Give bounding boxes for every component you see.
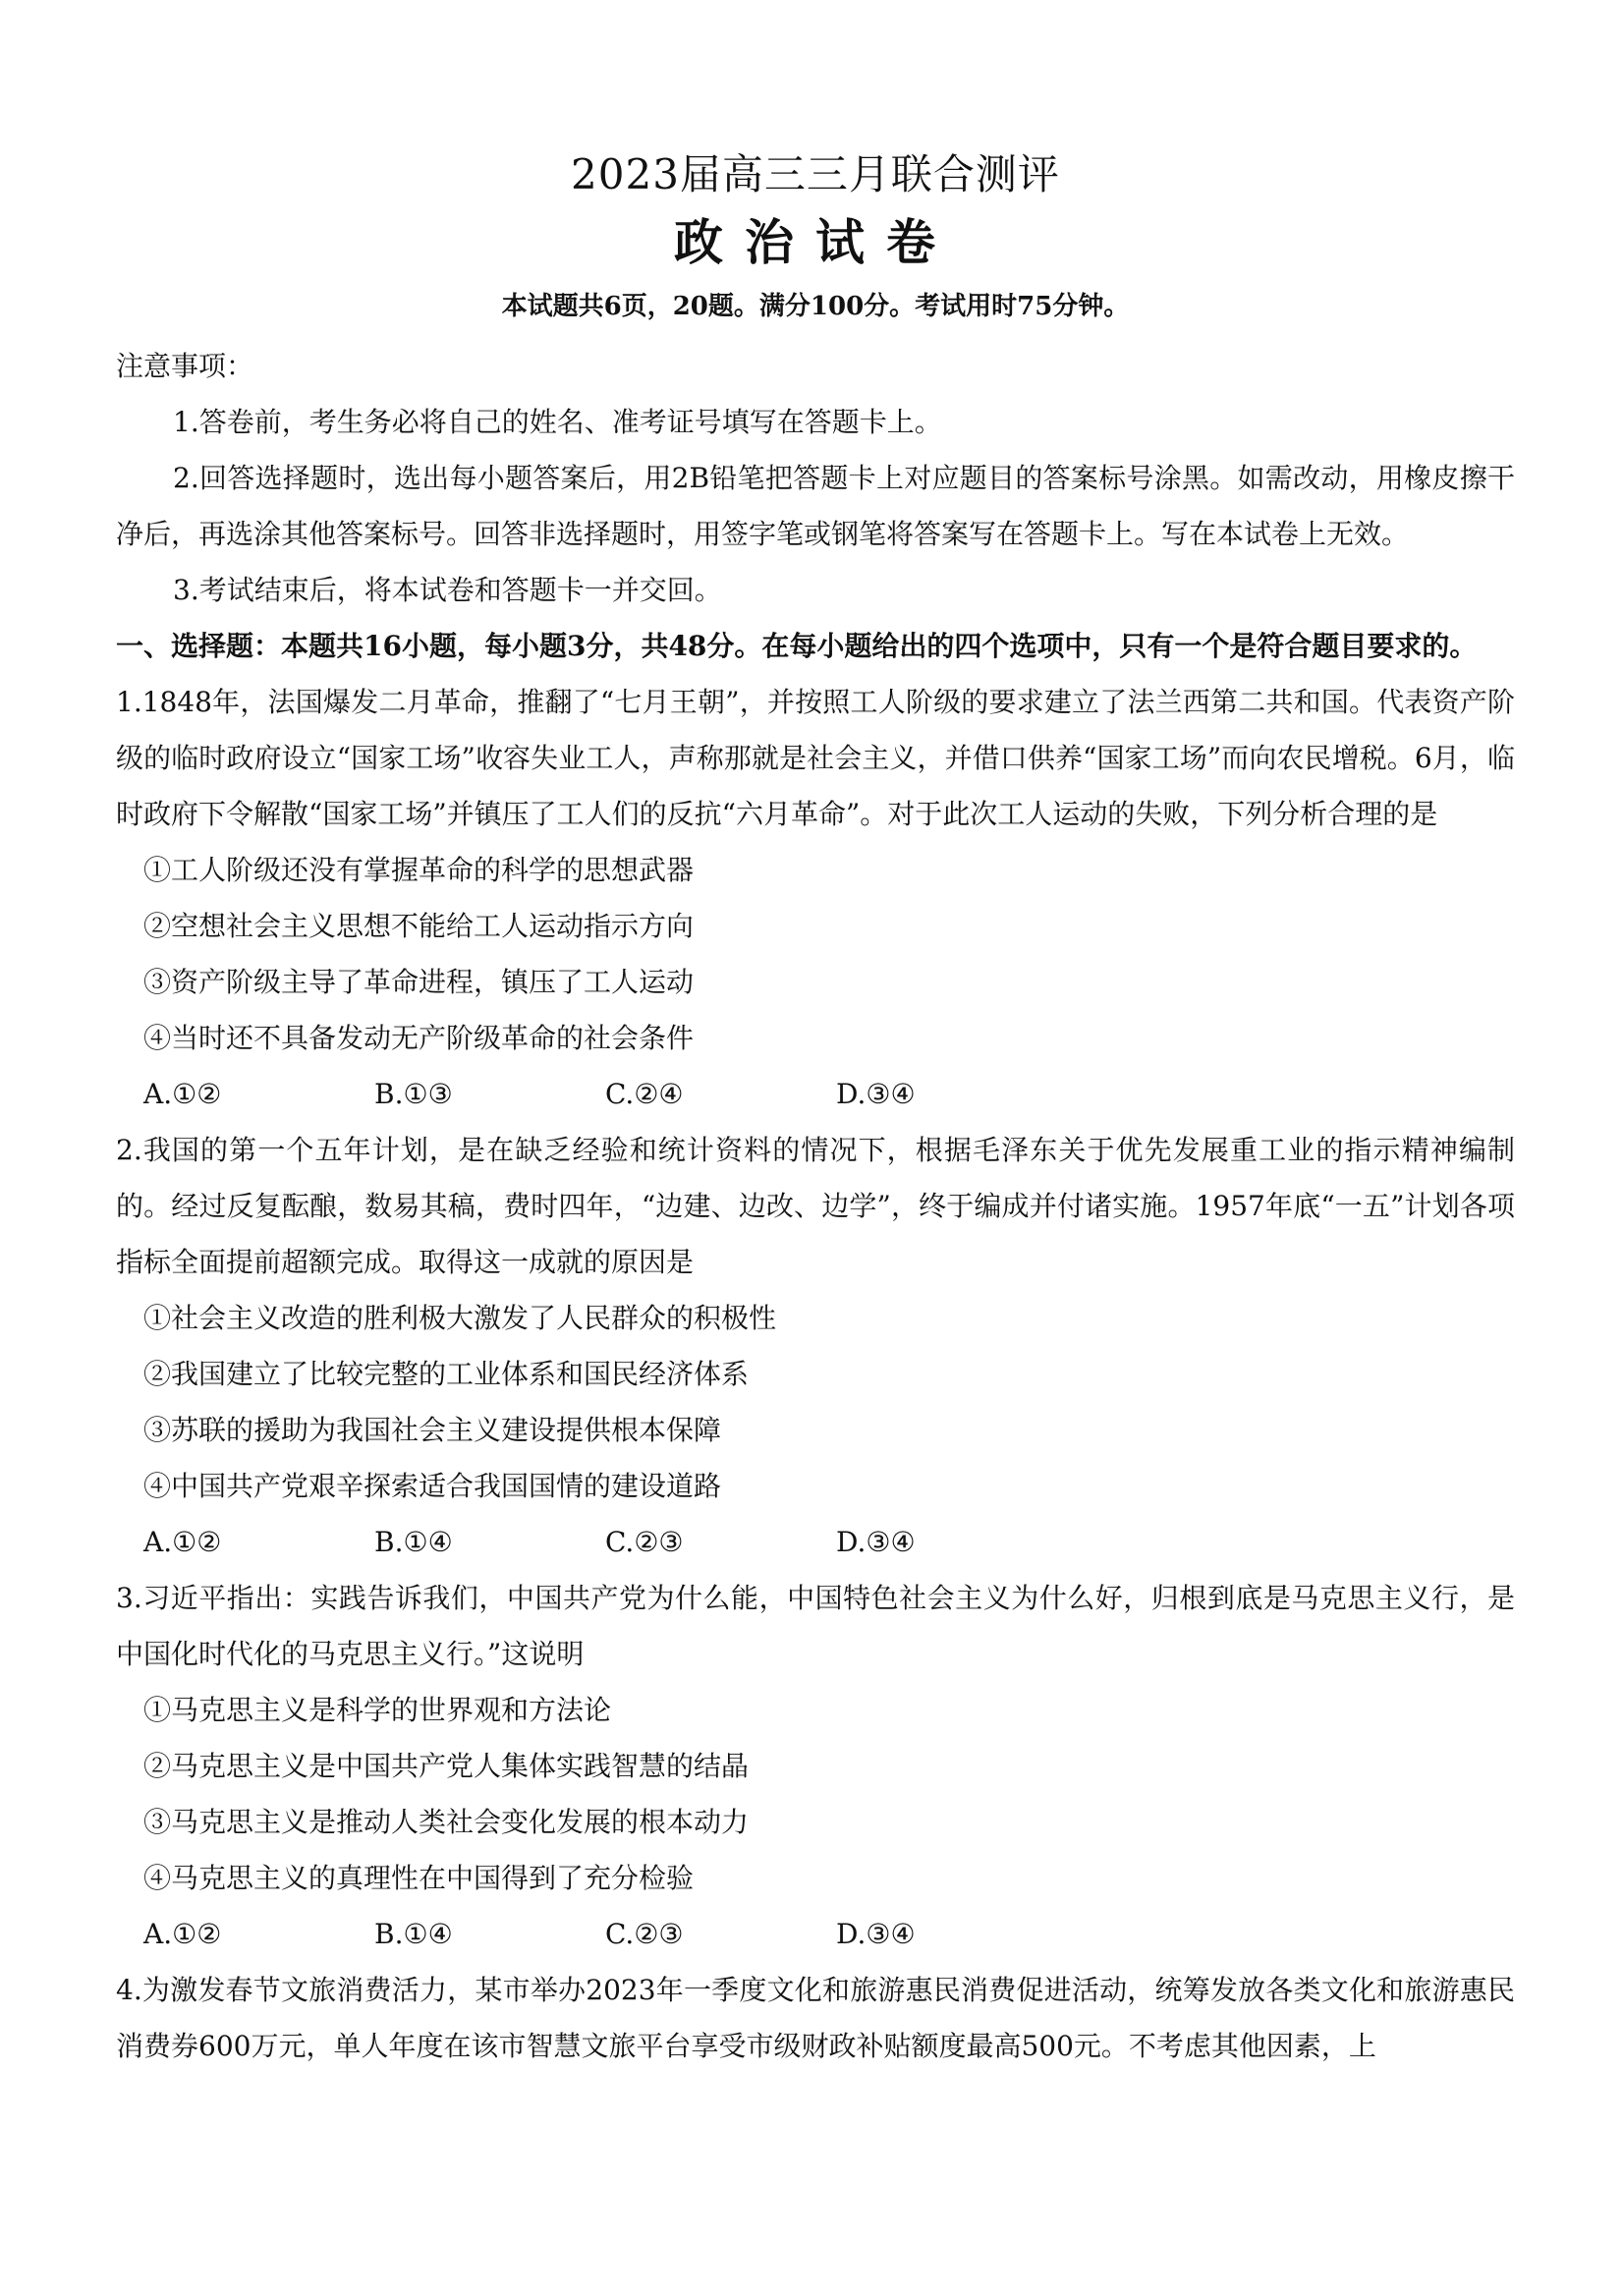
exam-info: 本试题共6页，20题。满分100分。考试用时75分钟。	[501, 292, 1130, 321]
answer-choices	[116, 1066, 1515, 1122]
option-3: ③马克思主义是推动人类社会变化发展的根本动力	[143, 1806, 750, 1838]
option-1: ①社会主义改造的胜利极大激发了人民群众的积极性	[143, 1302, 777, 1334]
option-4: ④中国共产党艰辛探索适合我国国情的建设道路	[143, 1470, 722, 1502]
question-4	[116, 1962, 1515, 2074]
question-stem: 4.为激发春节文旅消费活力，某市举办2023年一季度文化和旅游惠民消费促进活动，统筹发放各类文化和旅游惠民消费券600万元，单人年度在该市智慧文旅平台享受市级财政补贴额度最高500元。不考虑其他因素，上	[116, 1974, 1515, 2062]
choice-c: C.②③	[605, 1918, 684, 1950]
option-1: ①工人阶级还没有掌握革命的科学的思想武器	[143, 854, 695, 886]
question-3	[116, 1570, 1515, 1962]
choice-d: D.③④	[836, 1918, 916, 1950]
option-4: ④马克思主义的真理性在中国得到了充分检验	[143, 1862, 695, 1894]
choice-c: C.②④	[605, 1078, 684, 1110]
question-1	[116, 674, 1515, 1122]
notice-item-3: 3.考试结束后，将本试卷和答题卡一并交回。	[173, 574, 722, 606]
option-1: ①马克思主义是科学的世界观和方法论	[143, 1694, 612, 1726]
option-4: ④当时还不具备发动无产阶级革命的社会条件	[143, 1022, 695, 1054]
question-stem: 2.我国的第一个五年计划，是在缺乏经验和统计资料的情况下，根据毛泽东关于优先发展重工业的指示精神编制的。经过反复酝酿，数易其稿，费时四年，“边建、边改、边学”，终于编成并付诸实施。1957年底“一五”计划各项指标全面提前超额完成。取得这一成就的原因是	[116, 1134, 1515, 1278]
option-3: ③资产阶级主导了革命进程，镇压了工人运动	[143, 966, 695, 998]
exam-title: 2023届高三三月联合测评	[571, 150, 1060, 198]
choice-b: B.①④	[374, 1526, 453, 1558]
section-heading: 一、选择题：本题共16小题，每小题3分，共48分。在每小题给出的四个选项中，只有一个是符合题目要求的。	[116, 630, 1478, 662]
choice-a: A.①②	[143, 1526, 222, 1558]
answer-choices	[116, 1514, 1515, 1570]
choice-a: A.①②	[143, 1918, 222, 1950]
choice-b: B.①③	[374, 1078, 453, 1110]
notice-item-1: 1.答卷前，考生务必将自己的姓名、准考证号填写在答题卡上。	[173, 406, 942, 438]
question-stem: 1.1848年，法国爆发二月革命，推翻了“七月王朝”，并按照工人阶级的要求建立了法兰西第二共和国。代表资产阶级的临时政府设立“国家工场”收容失业工人，声称那就是社会主义，并借口供养“国家工场”而向农民增税。6月，临时政府下令解散“国家工场”并镇压了工人们的反抗“六月革命”。对于此次工人运动的失败，下列分析合理的是	[116, 686, 1515, 830]
choice-d: D.③④	[836, 1526, 916, 1558]
exam-subject: 政治试卷	[674, 213, 957, 271]
option-2: ②空想社会主义思想不能给工人运动指示方向	[143, 910, 695, 942]
notice-heading: 注意事项：	[116, 350, 254, 382]
option-2: ②我国建立了比较完整的工业体系和国民经济体系	[143, 1358, 750, 1390]
notice-item-2: 2.回答选择题时，选出每小题答案后，用2B铅笔把答题卡上对应题目的答案标号涂黑。如需改动，用橡皮擦干净后，再选涂其他答案标号。回答非选择题时，用签字笔或钢笔将答案写在答题卡上。写在本试卷上无效。	[116, 462, 1515, 550]
answer-choices	[116, 1906, 1515, 1962]
choice-c: C.②③	[605, 1526, 684, 1558]
question-stem: 3.习近平指出：实践告诉我们，中国共产党为什么能，中国特色社会主义为什么好，归根到底是马克思主义行，是中国化时代化的马克思主义行。”这说明	[116, 1582, 1515, 1670]
question-2	[116, 1122, 1515, 1570]
option-2: ②马克思主义是中国共产党人集体实践智慧的结晶	[143, 1750, 750, 1782]
choice-b: B.①④	[374, 1918, 453, 1950]
choice-d: D.③④	[836, 1078, 916, 1110]
option-3: ③苏联的援助为我国社会主义建设提供根本保障	[143, 1414, 722, 1446]
choice-a: A.①②	[143, 1078, 222, 1110]
